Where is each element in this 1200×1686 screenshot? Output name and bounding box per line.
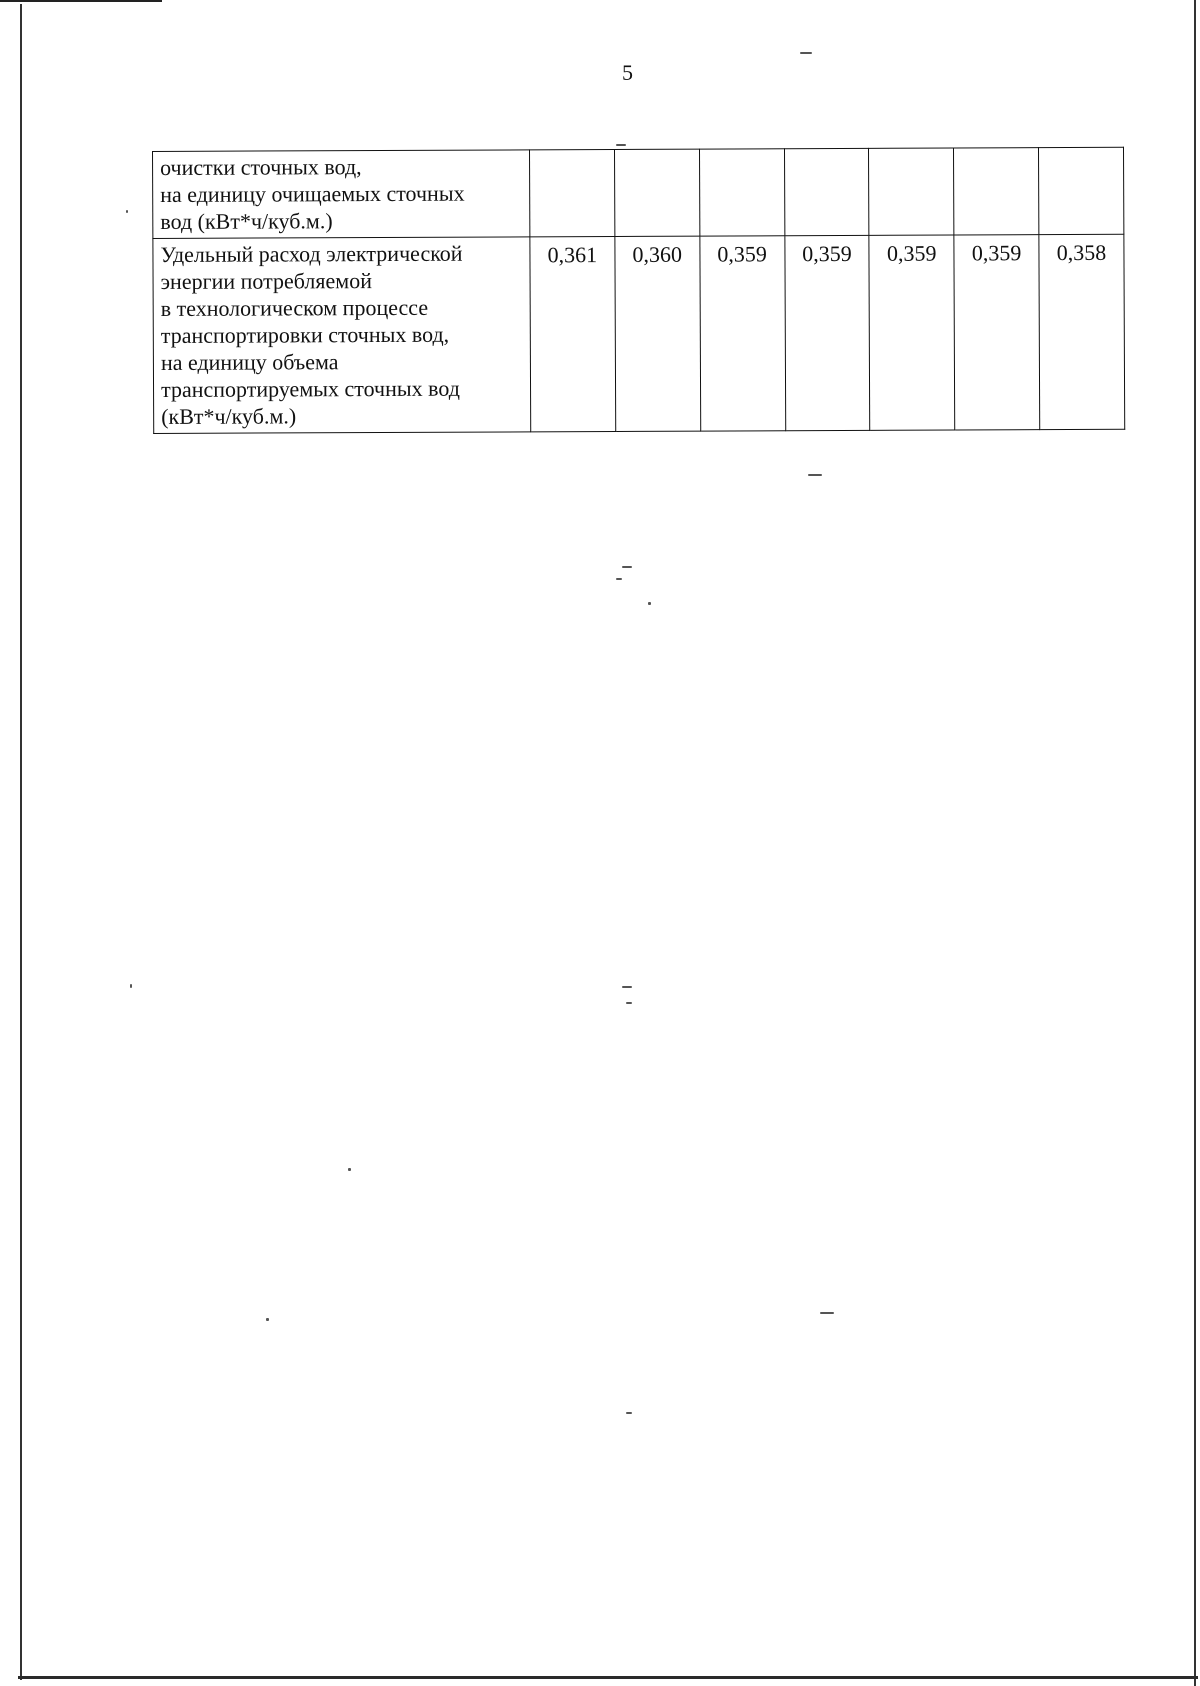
- value-cell: [614, 149, 699, 236]
- row-label-line: транспортировки сточных вод,: [160, 321, 450, 348]
- value-cell: [1039, 147, 1124, 234]
- value-cell: 0,358: [1039, 234, 1125, 429]
- energy-consumption-table: [152, 147, 1125, 434]
- value-cell: [699, 149, 784, 236]
- value-cell: [954, 148, 1039, 235]
- row-label-line: вод (кВт*ч/куб.м.): [160, 208, 333, 234]
- scan-speck: [648, 602, 651, 605]
- data-table: [152, 147, 1125, 434]
- scan-speck: [130, 984, 132, 988]
- scan-speck: [622, 566, 632, 568]
- row-label-line: на единицу очищаемых сточных: [160, 180, 465, 207]
- value-cell: 0,359: [784, 235, 870, 430]
- scan-speck: [616, 144, 626, 146]
- scan-frame-left: [20, 4, 22, 1680]
- row-label-line: очистки сточных вод,: [160, 154, 362, 180]
- row-label: [153, 150, 530, 239]
- value-cell: 0,359: [954, 235, 1040, 430]
- table-row: [153, 234, 1125, 433]
- scan-speck: [348, 1168, 351, 1171]
- scan-speck: [126, 210, 128, 213]
- value-cell: [529, 149, 614, 236]
- value-cell: 0,360: [615, 236, 701, 431]
- scan-speck: [626, 1412, 632, 1414]
- value-cell: [784, 148, 869, 235]
- scan-frame-right: [1194, 0, 1196, 1686]
- row-label: [153, 237, 531, 434]
- scan-speck: [266, 1318, 269, 1321]
- row-label-line: на единицу объема: [160, 349, 339, 375]
- row-label-line: в технологическом процессе: [160, 294, 429, 321]
- value-cell: 0,361: [530, 236, 616, 431]
- scan-speck: [800, 52, 812, 54]
- scan-speck: [626, 1002, 632, 1004]
- row-label-line: Удельный расход электрической: [160, 240, 463, 267]
- scan-speck: [622, 986, 632, 988]
- scan-frame-bottom: [18, 1676, 1198, 1679]
- value-cell: 0,359: [700, 236, 786, 431]
- scan-speck: [808, 474, 822, 476]
- value-cell: [869, 148, 954, 235]
- value-cell: 0,359: [869, 235, 955, 430]
- page-number: 5: [622, 60, 633, 85]
- row-label-line: транспортируемых сточных вод: [160, 375, 460, 402]
- row-label-line: (кВт*ч/куб.м.): [161, 403, 297, 429]
- row-label-line: энергии потребляемой: [160, 268, 373, 294]
- table-row: [153, 147, 1124, 238]
- scan-speck: [820, 1312, 834, 1314]
- scan-speck: [616, 578, 622, 580]
- scan-frame-top: [0, 0, 162, 2]
